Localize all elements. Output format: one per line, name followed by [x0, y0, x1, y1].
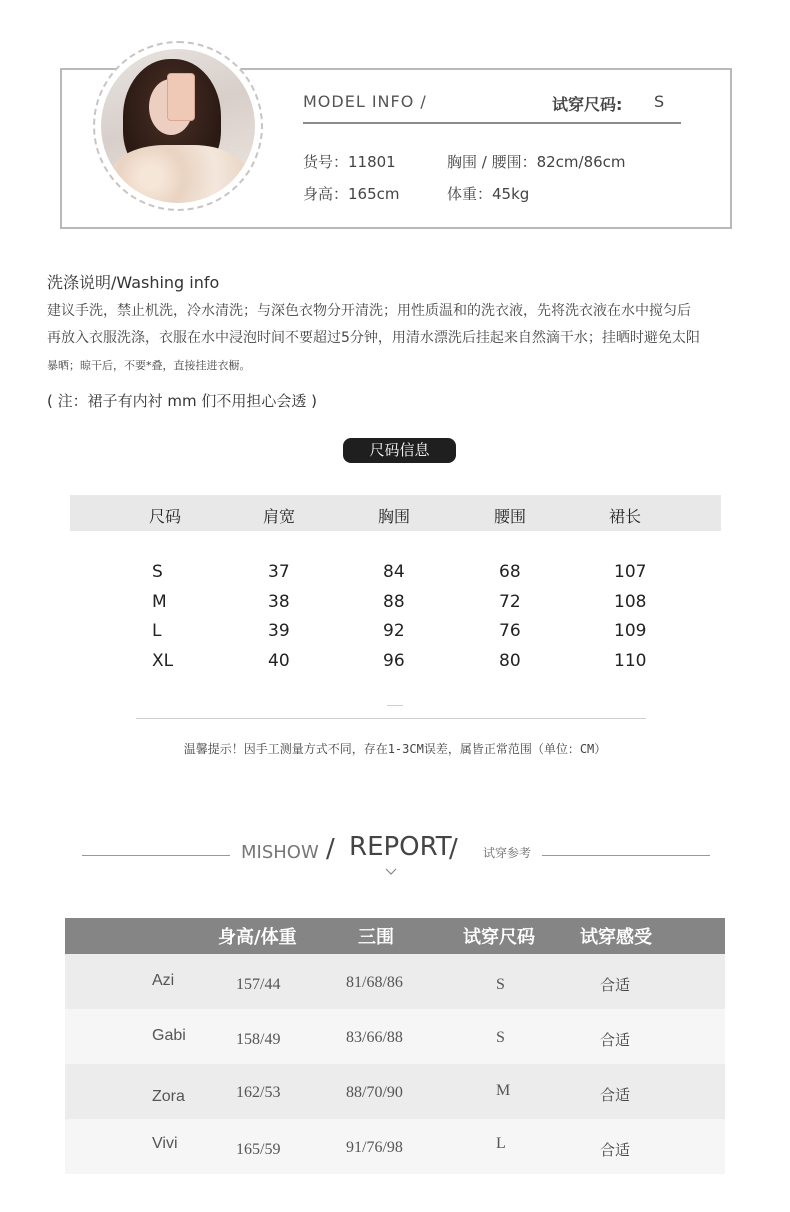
size-cell: 80: [499, 651, 521, 671]
size-header-cell: 尺码: [149, 507, 182, 526]
size-cell: 108: [614, 592, 647, 612]
model-divider: [303, 122, 681, 124]
washing-line-3: 暴晒；晾干后，不要*叠，直接挂进衣橱。: [47, 359, 251, 372]
report-line-left: [82, 855, 230, 856]
report-header-cell: 三围: [358, 927, 394, 948]
model-avatar: [101, 49, 255, 203]
report-cell: Azi: [152, 972, 175, 989]
size-cell: 68: [499, 562, 521, 582]
report-cell: 88/70/90: [346, 1084, 403, 1101]
size-cell: 40: [268, 651, 290, 671]
washing-line-2: 再放入衣服洗涤，衣服在水中浸泡时间不要超过5分钟，用清水漂洗后挂起来自然滴干水；挂晒时避免太阳: [47, 330, 700, 346]
size-cell: 107: [614, 562, 647, 582]
report-cell: 合适: [600, 1086, 631, 1104]
size-cell: 96: [383, 651, 405, 671]
size-cell: L: [152, 621, 162, 641]
washing-instructions: [47, 298, 751, 379]
report-title: REPORT: [349, 832, 452, 862]
lining-note: ( 注：裙子有内衬 mm 们不用担心会透 ): [47, 392, 318, 410]
trial-size-label: 试穿尺码:: [552, 95, 623, 114]
item-number: 货号：11801: [303, 153, 396, 171]
report-cell: Gabi: [152, 1027, 186, 1044]
phone-icon: [167, 73, 195, 121]
report-line-right: [542, 855, 710, 856]
bust-waist: 胸围 / 腰围：82cm/86cm: [447, 153, 626, 171]
report-cell: 81/68/86: [346, 974, 403, 991]
size-header-cell: 肩宽: [263, 507, 296, 526]
model-info-title: MODEL INFO /: [303, 92, 427, 111]
report-cell: 157/44: [236, 976, 281, 993]
size-cell: 76: [499, 621, 521, 641]
size-header-cell: 腰围: [494, 507, 527, 526]
report-cell: 165/59: [236, 1141, 281, 1158]
report-cell: M: [496, 1082, 511, 1099]
size-cell: XL: [152, 651, 174, 671]
washing-line-1: 建议手洗，禁止机洗，冷水清洗；与深色衣物分开清洗；用性质温和的洗衣液，先将洗衣液在水中搅匀后: [47, 303, 691, 319]
size-cell: 92: [383, 621, 405, 641]
model-weight: 体重：45kg: [447, 185, 530, 203]
size-cell: 39: [268, 621, 290, 641]
size-info-badge: 尺码信息: [343, 438, 456, 463]
report-header-cell: 试穿尺码: [463, 927, 535, 948]
report-header-cell: 身高/体重: [218, 927, 297, 948]
size-cell: S: [152, 562, 163, 582]
report-cell: S: [496, 976, 505, 993]
size-cell: 37: [268, 562, 290, 582]
slash-left: /: [326, 834, 335, 864]
size-cell: 88: [383, 592, 405, 612]
report-cell: S: [496, 1029, 505, 1046]
slash-right: /: [449, 834, 458, 864]
measure-tip: 温馨提示！因手工测量方式不同，存在1-3CM误差，属皆正常范围（单位：CM）: [183, 742, 607, 756]
report-cell: 合适: [600, 1141, 631, 1159]
divider-tick: [387, 705, 403, 706]
report-cell: Vivi: [152, 1135, 178, 1152]
report-cell: Zora: [152, 1088, 185, 1105]
size-cell: M: [152, 592, 167, 612]
size-cell: 38: [268, 592, 290, 612]
brand-name: MISHOW: [241, 842, 319, 863]
chevron-down-icon: [385, 866, 397, 878]
report-header-cell: 试穿感受: [580, 927, 652, 948]
report-cell: L: [496, 1135, 506, 1152]
size-cell: 110: [614, 651, 647, 671]
report-cell: 158/49: [236, 1031, 281, 1048]
size-cell: 109: [614, 621, 647, 641]
report-subtitle: 试穿参考: [483, 846, 532, 860]
size-header-cell: 胸围: [378, 507, 411, 526]
model-height: 身高：165cm: [303, 185, 400, 203]
report-cell: 合适: [600, 1031, 631, 1049]
size-cell: 84: [383, 562, 405, 582]
size-divider: [136, 718, 646, 719]
size-header-cell: 裙长: [609, 507, 642, 526]
washing-title: 洗涤说明/Washing info: [47, 273, 220, 292]
trial-size-value: S: [654, 92, 665, 111]
report-cell: 合适: [600, 976, 631, 994]
report-cell: 162/53: [236, 1084, 281, 1101]
report-cell: 83/66/88: [346, 1029, 403, 1046]
size-cell: 72: [499, 592, 521, 612]
report-cell: 91/76/98: [346, 1139, 403, 1156]
